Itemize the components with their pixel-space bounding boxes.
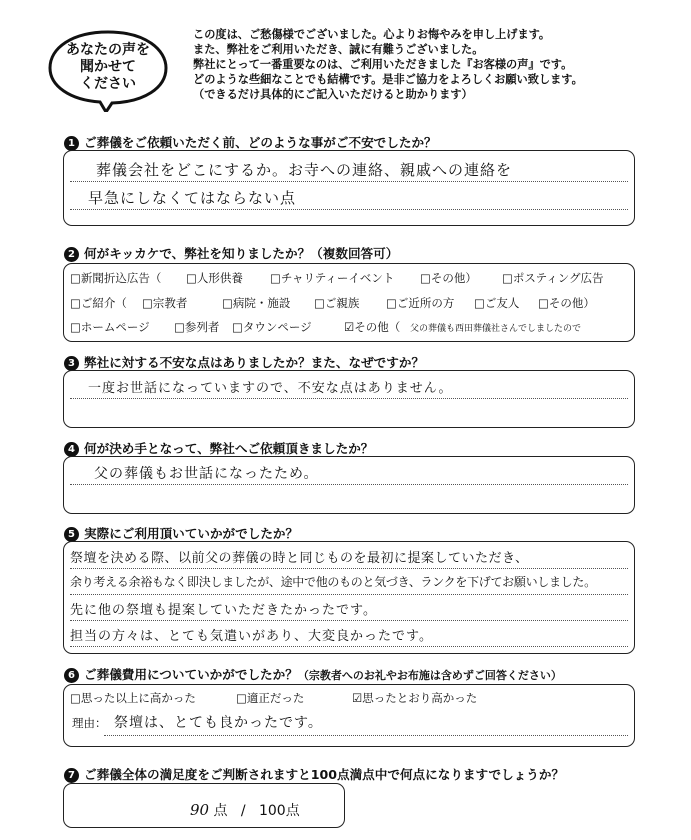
checkbox-option[interactable]: □適正だった xyxy=(236,691,305,705)
score-max: 100点 xyxy=(258,803,300,819)
answer-box-5 xyxy=(63,541,635,654)
handwritten-answer: 葬儀会社をどこにするか。お寺への連絡、親戚への連絡を xyxy=(96,161,513,179)
checkbox-option[interactable]: □タウンページ xyxy=(232,320,312,334)
handwritten-answer: 一度お世話になっていますので、不安な点はありません。 xyxy=(88,381,453,396)
answer-box-1 xyxy=(63,150,635,226)
bubble-text: あなたの声を 聞かせて ください xyxy=(66,42,150,92)
checkbox-option[interactable]: □その他） xyxy=(538,296,595,310)
answer-box-3 xyxy=(63,370,635,428)
checkbox-option[interactable]: □ホームページ xyxy=(70,320,150,334)
question-3: 3 弊社に対する不安な点はありましたか？また、なぜですか？ xyxy=(64,352,424,371)
checkbox-option[interactable]: □その他） xyxy=(420,271,477,285)
question-number: 7 xyxy=(64,768,79,783)
checkbox-option[interactable]: □ポスティング広告 xyxy=(502,271,604,285)
score-value: 90 xyxy=(190,801,210,819)
question-1: 1 ご葬儀をご依頼いただく前、どのような事がご不安でしたか？ xyxy=(64,132,437,151)
question-number: 3 xyxy=(64,356,79,371)
reason-label: 理由： xyxy=(72,716,107,730)
answer-box-4 xyxy=(63,456,635,514)
handwritten-answer: 先に他の祭壇も提案していただきたかったです。 xyxy=(70,603,377,618)
checkbox-option[interactable]: □思った以上に高かった xyxy=(70,691,196,705)
handwritten-answer: 早急にしなくてはならない点 xyxy=(88,189,297,207)
question-6: 6 ご葬儀費用についていかがでしたか？（宗教者へのお礼やお布施は含めずご回答ください） xyxy=(64,664,562,683)
question-number: 2 xyxy=(64,247,79,262)
checkbox-option-checked[interactable]: ☑思ったとおり高かった xyxy=(352,691,478,705)
checkbox-option[interactable]: □ご友人 xyxy=(474,296,520,310)
checkbox-option[interactable]: □チャリティーイベント xyxy=(270,271,395,285)
question-2: 2 何がキッカケで、弊社を知りましたか？（複数回答可） xyxy=(64,243,398,262)
question-number: 1 xyxy=(64,136,79,151)
question-6-note: （宗教者へのお礼やお布施は含めずご回答ください） xyxy=(297,669,562,682)
question-7: 7 ご葬儀全体の満足度をご判断されますと100点満点中で何点になりますでしょうか？ xyxy=(64,764,564,783)
handwritten-answer: 父の葬儀もお世話になったため。 xyxy=(94,466,319,482)
checkbox-option[interactable]: □病院・施設 xyxy=(222,296,291,310)
checkbox-option-checked[interactable]: ☑その他（ xyxy=(344,320,401,334)
handwritten-other-note: 父の葬儀も西田葬儀社さんでしましたので xyxy=(410,324,582,334)
checkbox-option[interactable]: □ご紹介（ xyxy=(70,296,127,310)
checkbox-option[interactable]: □宗教者 xyxy=(142,296,188,310)
handwritten-answer: 余り考える余裕もなく即決しましたが、途中で他のものと気づき、ランクを下げてお願いしました。 xyxy=(70,575,596,589)
handwritten-reason: 祭壇は、とても良かったです。 xyxy=(114,715,323,731)
handwritten-answer: 担当の方々は、とても気遣いがあり、大変良かったです。 xyxy=(70,629,433,644)
answer-box-6 xyxy=(63,684,635,747)
options-box-2 xyxy=(63,263,635,342)
handwritten-answer: 祭壇を決める際、以前父の葬儀の時と同じものを最初に提案していただき、 xyxy=(70,551,529,566)
question-number: 5 xyxy=(64,527,79,542)
checkbox-option[interactable]: □ご近所の方 xyxy=(386,296,455,310)
score-line xyxy=(190,800,300,820)
score-unit: 点 xyxy=(213,803,228,819)
intro-text: この度は、ご愁傷様でございました。心よりお悔やみを申し上げます。 また、弊社をご利用いただき、誠に有難うございました。 弊社にとって一番重要なのは、ご利用いただきました『お客様の声』です。 どのような些細なことでも結構です。是非ご協力をよろしくお願い致します。 （できるだけ具体的にご記入いただけると助かります） xyxy=(193,28,583,101)
question-number: 6 xyxy=(64,668,79,683)
checkbox-option[interactable]: □参列者 xyxy=(174,320,220,334)
checkbox-option[interactable]: □人形供養 xyxy=(186,271,243,285)
question-4: 4 何が決め手となって、弊社へご依頼頂きましたか？ xyxy=(64,438,373,457)
checkbox-option[interactable]: □ご親族 xyxy=(314,296,360,310)
score-separator: / xyxy=(240,803,246,819)
checkbox-option[interactable]: □新聞折込広告（ xyxy=(70,271,162,285)
question-number: 4 xyxy=(64,442,79,457)
question-5: 5 実際にご利用頂いていかがでしたか？ xyxy=(64,523,298,542)
